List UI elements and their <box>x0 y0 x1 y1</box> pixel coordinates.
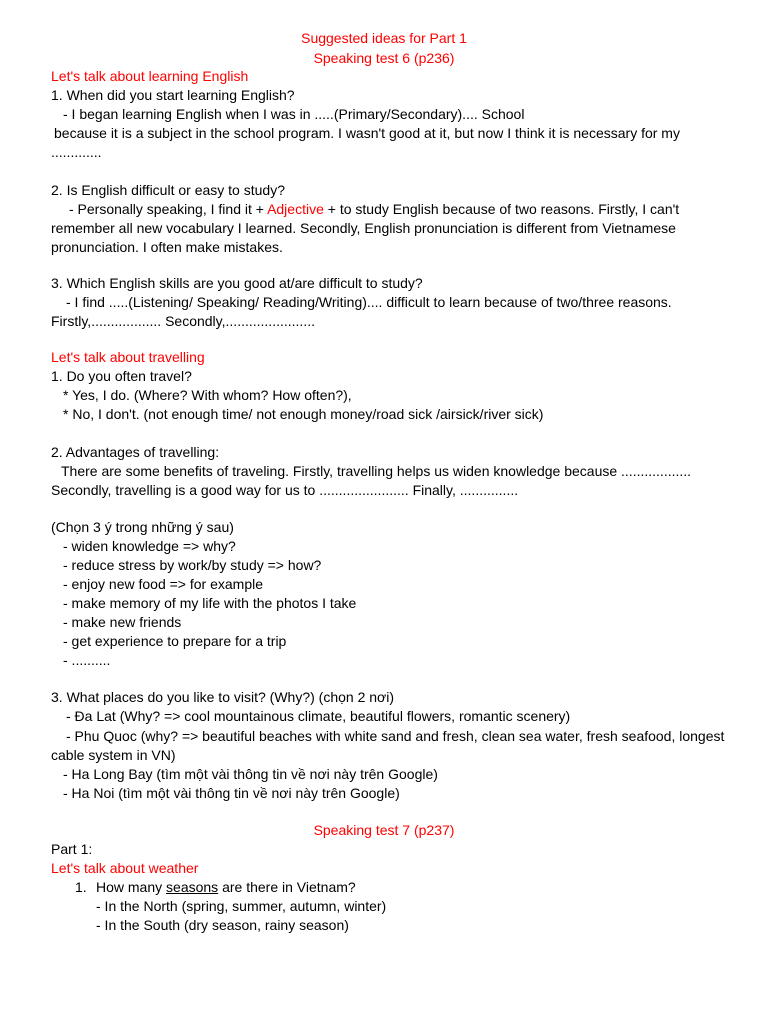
list-item: - make new friends <box>63 614 182 630</box>
answer-line <box>51 200 748 218</box>
list-item: - make memory of my life with the photos I take <box>63 595 357 611</box>
answer-line: There are some benefits of traveling. Firstly, travelling helps us widen knowledge because .................. <box>61 463 692 479</box>
answer-line: - In the North (spring, summer, autumn, winter) <box>96 898 387 914</box>
choose-instruction: (Chọn 3 ý trong những ý sau) <box>51 519 234 535</box>
document-title: Suggested ideas for Part 1 <box>301 30 467 46</box>
answer-line: remember all new vocabulary I learned. Secondly, English pronunciation is different from Vietnamese <box>51 220 676 236</box>
answer-line: * Yes, I do. (Where? With whom? How often?), <box>63 387 352 403</box>
list-item: - .......... <box>63 652 111 668</box>
answer-line: pronunciation. I often make mistakes. <box>51 239 283 255</box>
document-subtitle: Speaking test 6 (p236) <box>313 50 455 66</box>
answer-line: - Ha Long Bay (tìm một vài thông tin về nơi này trên Google) <box>63 766 438 782</box>
question-learning-2: 2. Is English difficult or easy to study? <box>51 182 285 198</box>
answer-line: - I began learning English when I was in .....(Primary/Secondary).... School <box>63 106 525 122</box>
list-item: - get experience to prepare for a trip <box>63 633 287 649</box>
part-label: Part 1: <box>51 841 93 857</box>
answer-text: - Personally speaking, I find it + <box>69 201 268 217</box>
answer-line: cable system in VN) <box>51 747 176 763</box>
question-travelling-3: 3. What places do you like to visit? (Why?) (chọn 2 nơi) <box>51 689 394 705</box>
question-text: are there in Vietnam? <box>218 879 356 895</box>
adjective-highlight: Adjective <box>267 201 324 217</box>
list-item: - reduce stress by work/by study => how? <box>63 557 322 573</box>
section-heading-weather: Let's talk about weather <box>51 860 199 876</box>
underlined-word: seasons <box>166 879 219 895</box>
question-learning-3: 3. Which English skills are you good at/are difficult to study? <box>51 275 423 291</box>
question-travelling-2: 2. Advantages of travelling: <box>51 444 220 460</box>
section-heading-learning: Let's talk about learning English <box>51 68 249 84</box>
answer-line: Secondly, travelling is a good way for us to ....................... Finally, ............... <box>51 482 519 498</box>
answer-line: - Đa Lat (Why? => cool mountainous climate, beautiful flowers, romantic scenery) <box>66 708 571 724</box>
list-item: - enjoy new food => for example <box>63 576 264 592</box>
question-weather-1 <box>51 878 748 896</box>
answer-line: * No, I don't. (not enough time/ not enough money/road sick /airsick/river sick) <box>63 406 544 422</box>
answer-line: because it is a subject in the school program. I wasn't good at it, but now I think it is necessary for my <box>54 125 680 141</box>
answer-line: - Phu Quoc (why? => beautiful beaches with white sand and fresh, clean sea water, fresh seafood, longest <box>66 728 725 744</box>
answer-line: ............. <box>51 144 102 160</box>
section-heading-travelling: Let's talk about travelling <box>51 349 205 365</box>
question-travelling-1: 1. Do you often travel? <box>51 368 192 384</box>
answer-line: - Ha Noi (tìm một vài thông tin về nơi này trên Google) <box>63 785 400 801</box>
list-item: - widen knowledge => why? <box>63 538 236 554</box>
answer-line: - In the South (dry season, rainy season) <box>96 917 349 933</box>
answer-text: + to study English because of two reasons. Firstly, I can't <box>323 201 680 217</box>
question-text: How many <box>96 879 167 895</box>
answer-line: Firstly,.................. Secondly,....................... <box>51 313 315 329</box>
section-title-test7: Speaking test 7 (p237) <box>313 822 455 838</box>
answer-line: - I find .....(Listening/ Speaking/ Reading/Writing).... difficult to learn because of two/three reasons. <box>66 294 672 310</box>
question-learning-1: 1. When did you start learning English? <box>51 87 295 103</box>
list-number: 1. <box>75 879 87 895</box>
